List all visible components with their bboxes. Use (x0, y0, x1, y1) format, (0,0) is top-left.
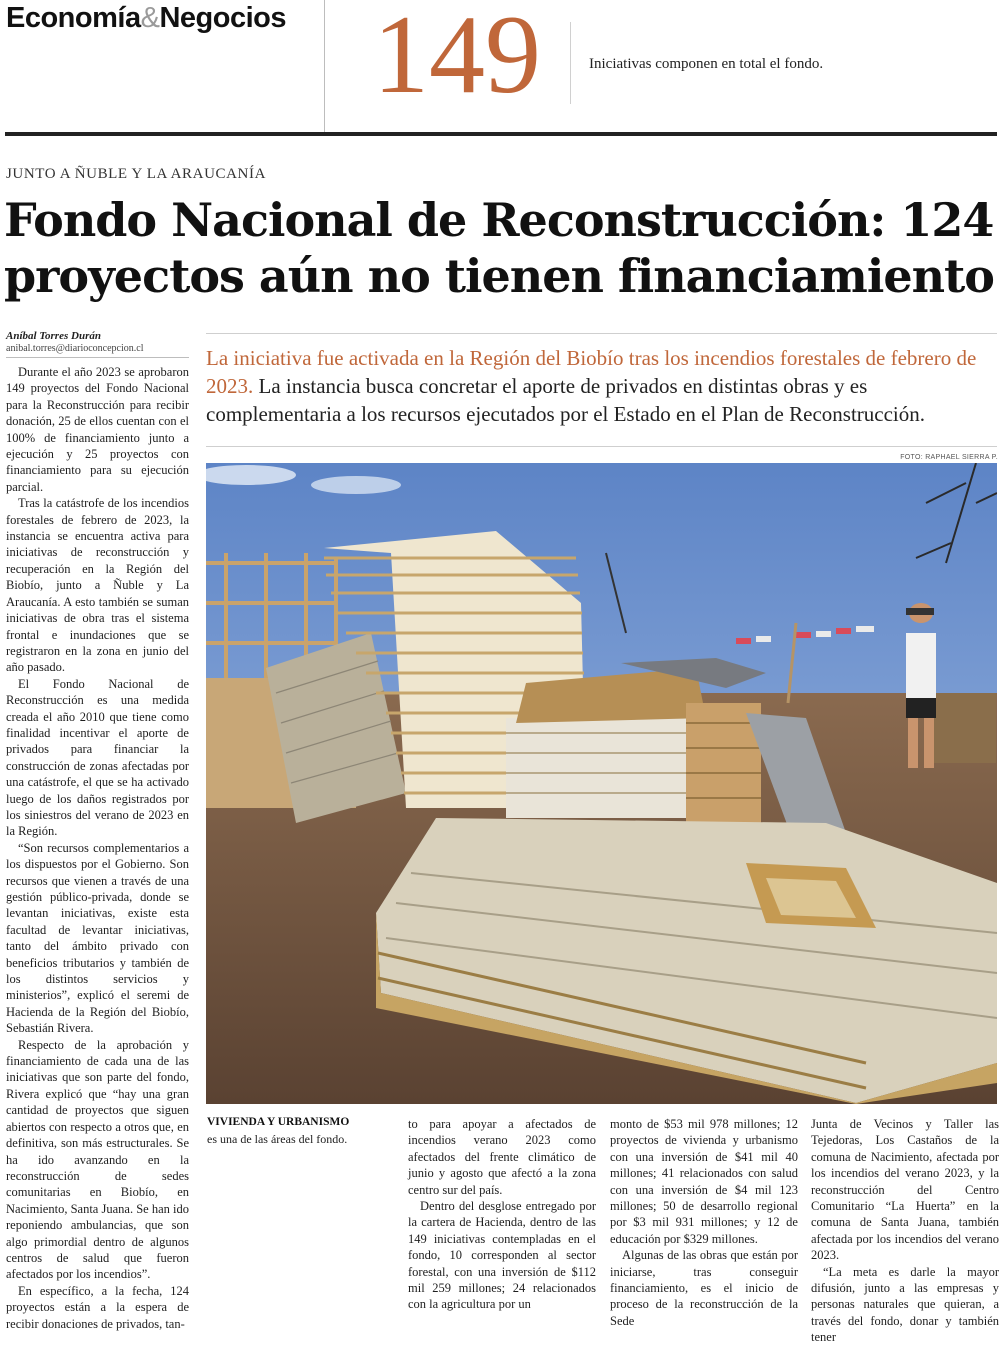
paragraph: El Fondo Nacional de Reconstrucción es una medida creada el año 2010 que tiene como finalidad incentivar el aporte de privados para financiar la construcción de zonas afectadas por una catástrofe, el que se ha activado luego de los daños registrados por los siniestros del verano de 2023 en la Región. (6, 676, 189, 839)
page-header (0, 0, 1000, 134)
lede-rule-bottom (206, 446, 997, 447)
highlight-caption: Iniciativas componen en total el fondo. (589, 56, 824, 72)
headline-rest: 124 proyectos aún no tienen financiamiento (4, 193, 994, 303)
caption-text: es una de las áreas del fondo. (207, 1132, 348, 1146)
author-name: Aníbal Torres Durán (6, 330, 101, 342)
paragraph: “La meta es darle la mayor difusión, junto a las empresas y personas naturales que quieran, a través del fondo, donar y también tener (811, 1264, 999, 1345)
photo-credit: FOTO: RAPHAEL SIERRA P. (900, 454, 998, 461)
paragraph: En específico, a la fecha, 124 proyectos están a la espera de recibir donaciones de privados, tan- (6, 1283, 189, 1331)
paragraph: monto de $53 mil 978 millones; 12 proyectos de vivienda y urbanismo con una inversión de $41 mil 40 millones; 41 relacionados con salud con una inversión de $4 mil 123 millones; 50 de desarrollo regional por $3 mil 931 millones; y 12 de educación por $329 millones. (610, 1117, 798, 1246)
body-column-3 (610, 1116, 798, 1329)
headline (4, 192, 1000, 304)
paragraph: “Son recursos complementarios a los dispuestos por el Gobierno. Son recursos que vienen a través de una gestión público-privada, donde se levantan iniciativas, existe esta facultad de levantar iniciativas, tanto del ámbito privado con beneficios tributarios y también de los distintos servicios y ministerios”, explicó el seremi de Hacienda de la Región del Biobío, Sebastián Rivera. (6, 840, 189, 1036)
author-email: anibal.torres@diarioconcepcion.cl (6, 343, 144, 354)
paragraph: Algunas de las obras que están por iniciarse, tras conseguir financiamiento, es el inicio de proceso de la reconstrucción de la Sede (610, 1248, 798, 1328)
section-name-tail: Negocios (159, 2, 286, 34)
header-divider (324, 0, 325, 132)
highlight-number: 149 (373, 0, 541, 117)
paragraph: Durante el año 2023 se aprobaron 149 proyectos del Fondo Nacional para la Reconstrucción para recibir donación, 25 de ellos cuentan con el 100% de financiamiento junto a ejecución y 25 proyectos con financiamiento para su ejecución parcial. (6, 365, 189, 494)
body-column-4 (811, 1116, 999, 1346)
body-column-2 (408, 1116, 596, 1313)
lede (206, 344, 1000, 428)
lede-rule-top (206, 333, 997, 334)
headline-bold: Fondo Nacional de Reconstrucción: (4, 193, 886, 247)
kicker: JUNTO A ÑUBLE Y LA ARAUCANÍA (6, 166, 267, 182)
paragraph: to para apoyar a afectados de incendios verano 2023 como afectados del frente climático de junio y agosto que afectó a la zona centro sur del país. (408, 1117, 596, 1197)
section-name-main: Economía (6, 2, 141, 34)
paragraph: Tras la catástrofe de los incendios forestales de febrero de 2023, la instancia se encuentra activa para iniciativas de reconstrucción y recuperación en la Región del Biobío, junto a Ñuble y La Araucanía. A esto también se suman iniciativas de obra tras el sistema frontal e inundaciones que se registraron en la zona en junio del año pasado. (6, 496, 189, 675)
paragraph: Dentro del desglose entregado por la cartera de Hacienda, dentro de las 149 iniciativas contempladas en el fondo, 10 corresponden al sector forestal, con una inversión de $112 mil 259 millones; 24 relacionados con la agricultura por un (408, 1199, 596, 1312)
paragraph: Junta de Vecinos y Taller las Tejedoras, Los Castaños de la comuna de Nacimiento, afectada por los incendios del verano 2023, y la reconstrucción del Centro Comunitario “La Huerta” en la comuna de Santa Juana, también afectada por los incendios del verano 2023. (811, 1117, 999, 1263)
number-divider (570, 22, 571, 104)
byline-rule (6, 357, 189, 358)
lede-rest: La instancia busca concretar el aporte de privados en distintas obras y es complementaria a los recursos ejecutados por el Estado en el Plan de Reconstrucción. (206, 374, 926, 426)
section-name (6, 2, 286, 35)
section-name-amp: & (140, 2, 160, 34)
caption-title: VIVIENDA Y URBANISMO (207, 1116, 350, 1128)
lede-accent: La iniciativa fue activada en la Región del Biobío tras los incendios forestales de febrero de 2023. (206, 346, 977, 398)
paragraph: Respecto de la aprobación y financiamiento de cada una de las iniciativas que son parte del fondo, Rivera explicó que “hay una gran cantidad de proyectos que siguen abiertos con respecto a otros que, en definitiva, son más estructurales. Se ha ido avanzando en la reconstrucción de sedes comunitarias en Biobío, en Nacimiento, Santa Juana. Se han ido reponiendo ambulancias, que son algo primordial dentro de algunos centros de salud que fueron afectados por los incendios”. (6, 1037, 189, 1282)
header-rule (5, 132, 997, 136)
body-column-1 (6, 364, 189, 1332)
article-photo (206, 463, 997, 1104)
